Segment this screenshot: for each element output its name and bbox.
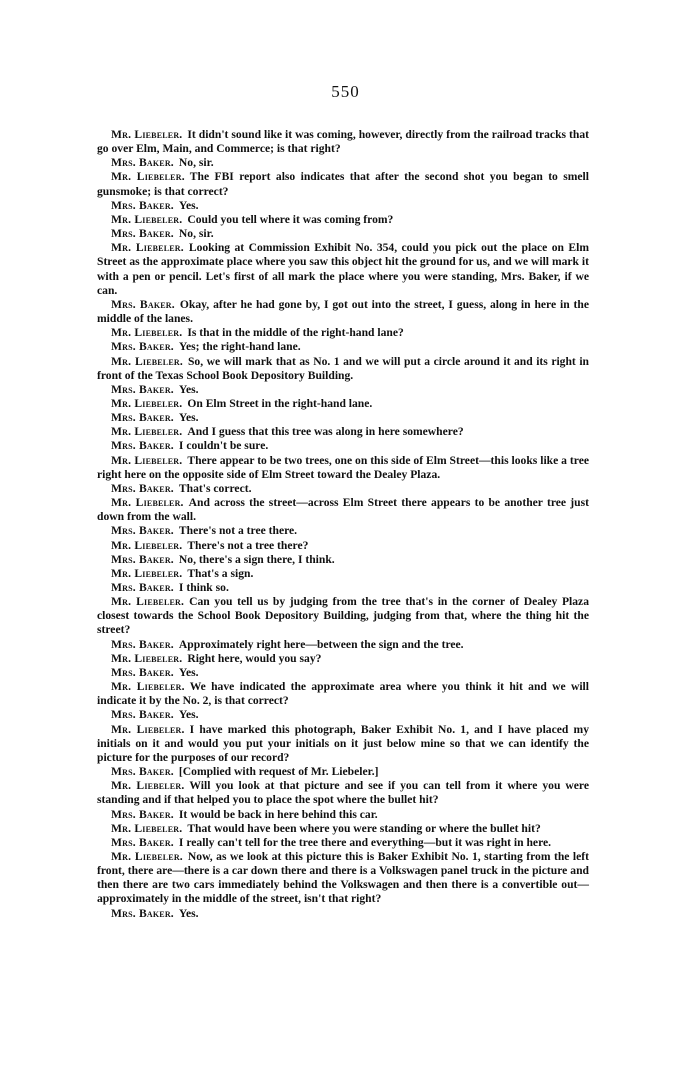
testimony-entry (97, 907, 589, 921)
speaker-name: Mr. Liebeler. (111, 595, 185, 609)
testimony-text: Yes. (178, 708, 199, 722)
testimony-text: Yes. (178, 198, 199, 212)
testimony-text: On Elm Street in the right-hand lane. (187, 396, 373, 410)
testimony-entry (97, 708, 589, 722)
speaker-name: Mrs. Baker. (111, 906, 174, 920)
speaker-name: Mr. Liebeler. (111, 128, 183, 141)
testimony-entry (97, 822, 589, 836)
testimony-text: Yes. (178, 382, 199, 396)
speaker-name: Mr. Liebeler. (111, 680, 185, 694)
testimony-entry (97, 581, 589, 595)
speaker-name: Mr. Liebeler. (111, 496, 184, 510)
speaker-name: Mrs. Baker. (111, 835, 174, 849)
testimony-entry (97, 680, 589, 708)
testimony-entry (97, 170, 589, 198)
testimony-entry (97, 765, 589, 779)
testimony-entry (97, 482, 589, 496)
testimony-entry (97, 383, 589, 397)
speaker-name: Mrs. Baker. (111, 637, 174, 651)
testimony-text: Can you tell us by judging from the tree that's in the corner of Dealey Plaza closest towards the School Book Depository Building, judging from that, where the thing hit the street? (97, 595, 589, 637)
testimony-text: There appear to be two trees, one on this side of Elm Street—this looks like a tree right here on the opposite side of Elm Street toward the Dealey Plaza. (97, 453, 589, 481)
testimony-entry (97, 340, 589, 354)
testimony-text: No, sir. (178, 227, 214, 241)
speaker-name: Mrs. Baker. (111, 552, 174, 566)
testimony-text: It didn't sound like it was coming, however, directly from the railroad tracks that go over Elm, Main, and Commerce; is that right? (97, 128, 589, 156)
testimony-text: Approximately right here—between the sign and the tree. (178, 637, 464, 651)
speaker-name: Mr. Liebeler. (111, 241, 184, 255)
testimony-text: Yes. (178, 906, 199, 920)
testimony-text: Could you tell where it was coming from? (187, 212, 394, 226)
testimony-text: It would be back in here behind this car. (178, 807, 378, 821)
speaker-name: Mrs. Baker. (111, 198, 174, 212)
speaker-name: Mrs. Baker. (111, 340, 174, 354)
speaker-name: Mr. Liebeler. (111, 651, 183, 665)
speaker-name: Mr. Liebeler. (111, 821, 183, 835)
speaker-name: Mrs. Baker. (111, 297, 175, 311)
testimony-text: And I guess that this tree was along in here somewhere? (187, 425, 464, 439)
testimony-text: [Complied with request of Mr. Liebeler.] (178, 765, 379, 779)
speaker-name: Mrs. Baker. (111, 807, 174, 821)
testimony-text: That's a sign. (187, 566, 254, 580)
testimony-text: So, we will mark that as No. 1 and we will put a circle around it and its right in front of the Texas School Book Depository Building. (97, 354, 589, 382)
testimony-text: Okay, after he had gone by, I got out into the street, I guess, along in here in the middle of the lanes. (97, 297, 589, 326)
speaker-name: Mr. Liebeler. (111, 849, 183, 863)
testimony-entry (97, 326, 589, 340)
speaker-name: Mrs. Baker. (111, 411, 174, 425)
testimony-text: Yes. (178, 665, 199, 679)
speaker-name: Mrs. Baker. (111, 524, 174, 538)
testimony-text: I have marked this photograph, Baker Exhibit No. 1, and I have placed my initials on it and would you put your initials on it just below mine so that we can identify the picture for the purposes of our record? (97, 722, 589, 764)
testimony-text: Yes; the right-hand lane. (178, 340, 301, 354)
testimony-entry (97, 850, 589, 907)
testimony-entry (97, 652, 589, 666)
testimony-entry (97, 666, 589, 680)
speaker-name: Mrs. Baker. (111, 382, 174, 396)
testimony-entry (97, 128, 589, 156)
speaker-name: Mrs. Baker. (111, 765, 174, 779)
speaker-name: Mr. Liebeler. (111, 538, 183, 552)
speaker-name: Mrs. Baker. (111, 708, 174, 722)
speaker-name: Mr. Liebeler. (111, 396, 183, 410)
testimony-text: Will you look at that picture and see if you can tell from it where you were standing and if that helped you to place the spot where the bullet hit? (97, 779, 589, 807)
testimony-text: I think so. (178, 581, 229, 594)
testimony-entry (97, 298, 589, 326)
testimony-text: I really can't tell for the tree there and everything—but it was right in here. (178, 835, 552, 849)
testimony-entry (97, 213, 589, 227)
testimony-entry (97, 638, 589, 652)
testimony-entry (97, 836, 589, 850)
testimony-text: And across the street—across Elm Street there appears to be another tree just down from the wall. (97, 496, 589, 524)
testimony-entry (97, 595, 589, 637)
testimony-entry (97, 454, 589, 482)
speaker-name: Mrs. Baker. (111, 439, 174, 453)
testimony-entry (97, 439, 589, 453)
testimony-entry (97, 227, 589, 241)
speaker-name: Mr. Liebeler. (111, 453, 183, 467)
testimony-text: The FBI report also indicates that after the second shot you began to smell gunsmoke; is that correct? (97, 170, 589, 198)
testimony-text: We have indicated the approximate area where you think it hit and we will indicate it by the No. 2, is that correct? (97, 680, 589, 708)
testimony-text: No, sir. (178, 156, 214, 170)
testimony-entry (97, 355, 589, 383)
speaker-name: Mr. Liebeler. (111, 566, 183, 580)
testimony-entry (97, 241, 589, 298)
page-number: 550 (331, 82, 360, 101)
testimony-text: I couldn't be sure. (178, 439, 269, 453)
testimony-text: There's not a tree there. (178, 524, 298, 538)
testimony-text: Now, as we look at this picture this is Baker Exhibit No. 1, starting from the left front, there are—there is a car down there and there is a Volkswagen panel truck in the picture and then there are two cars immediately behind the Volkswagen and then there is a convertible out—approximately in the middle of the street, isn't that right? (97, 849, 590, 906)
speaker-name: Mr. Liebeler. (111, 354, 183, 368)
testimony-text: No, there's a sign there, I think. (178, 552, 335, 566)
testimony-text: That would have been where you were standing or where the bullet hit? (187, 821, 541, 835)
testimony-entry (97, 539, 589, 553)
speaker-name: Mr. Liebeler. (111, 170, 185, 184)
testimony-entry (97, 199, 589, 213)
testimony-entry (97, 496, 589, 524)
speaker-name: Mrs. Baker. (111, 481, 174, 495)
testimony-entry (97, 567, 589, 581)
testimony-text: There's not a tree there? (187, 538, 309, 552)
testimony-entry (97, 411, 589, 425)
speaker-name: Mrs. Baker. (111, 156, 174, 170)
testimony-text: Looking at Commission Exhibit No. 354, could you pick out the place on Elm Street as the approximate place where you saw this object hit the ground for us, and we will mark it with a pen or pencil. Let's first of all mark the place where you were standing, Mrs. Baker, if we can. (97, 241, 589, 297)
testimony-entry (97, 779, 589, 807)
testimony-entry (97, 723, 589, 765)
speaker-name: Mr. Liebeler. (111, 326, 183, 340)
speaker-name: Mrs. Baker. (111, 227, 174, 241)
speaker-name: Mr. Liebeler. (111, 722, 185, 736)
testimony-entry (97, 553, 589, 567)
testimony-entry (97, 425, 589, 439)
testimony-text: Yes. (178, 411, 199, 425)
speaker-name: Mr. Liebeler. (111, 425, 183, 439)
speaker-name: Mrs. Baker. (111, 665, 174, 679)
testimony-transcript (97, 128, 589, 921)
testimony-text: That's correct. (178, 481, 252, 495)
testimony-entry (97, 524, 589, 538)
speaker-name: Mrs. Baker. (111, 581, 174, 594)
speaker-name: Mr. Liebeler. (111, 779, 185, 793)
testimony-entry (97, 808, 589, 822)
speaker-name: Mr. Liebeler. (111, 212, 183, 226)
testimony-text: Is that in the middle of the right-hand lane? (187, 326, 404, 340)
testimony-entry (97, 156, 589, 170)
testimony-entry (97, 397, 589, 411)
testimony-text: Right here, would you say? (187, 651, 322, 665)
